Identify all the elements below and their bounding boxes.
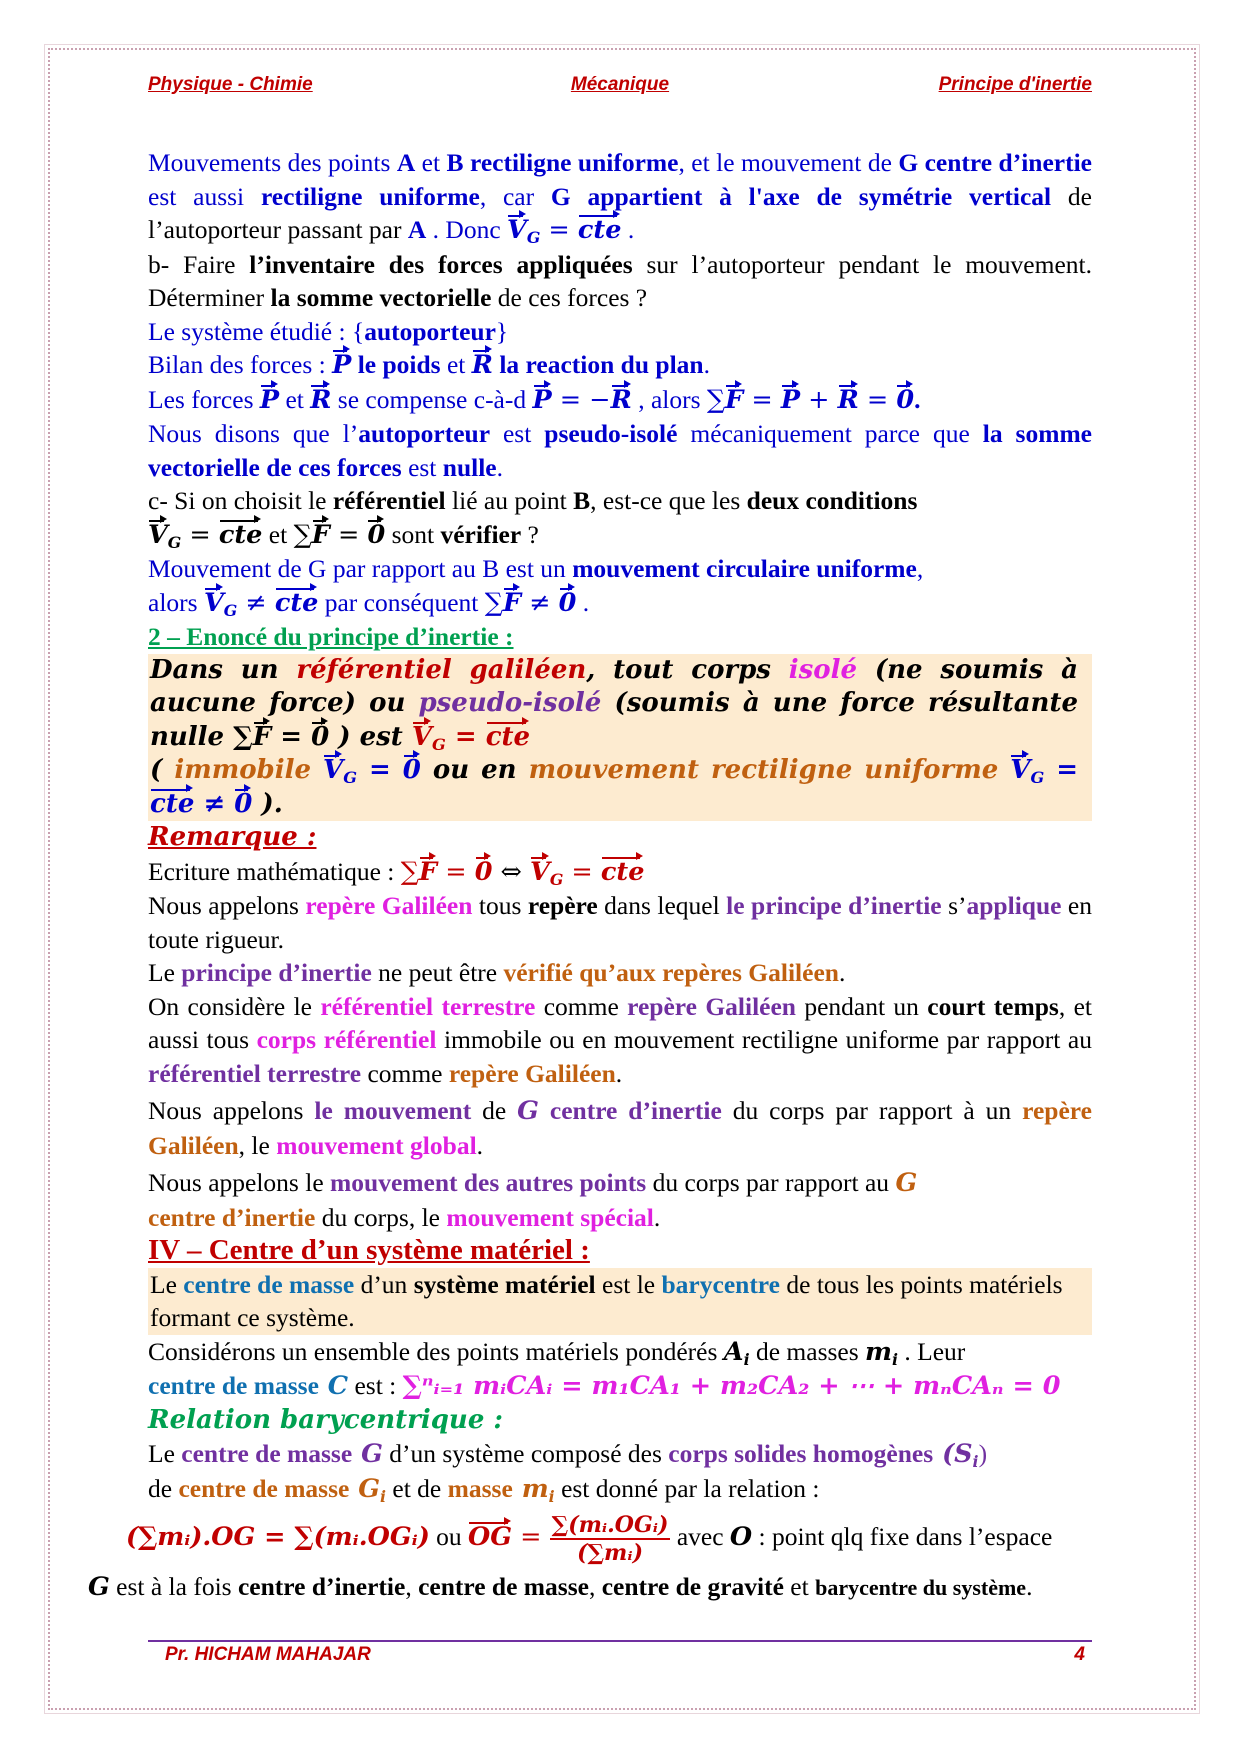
paragraph: Le principe d’inertie ne peut être vérifié qu’aux repères Galiléen. bbox=[148, 958, 846, 987]
summary-line: G est à la fois centre d’inertie, centre de masse, centre de gravité et barycentre du système. bbox=[88, 1572, 1033, 1602]
page-body bbox=[88, 146, 1092, 1605]
paragraph: Nous appelons repère Galiléen tous repère dans lequel le principe d’inertie s’applique en toute rigueur. bbox=[148, 891, 1092, 954]
header-chapter: Principe d'inertie bbox=[938, 74, 1092, 95]
barycentre-formula: ∑ⁿᵢ₌₁ mᵢCAᵢ = m₁CA₁ + m₂CA₂ + ⋯ + mₙCAₙ = 0 bbox=[402, 1371, 1061, 1401]
header-topic: Mécanique bbox=[570, 74, 670, 95]
section-heading-4: IV – Centre d’un système matériel : bbox=[148, 1234, 590, 1266]
paragraph: Bilan des forces : P le poids et R la reaction du plan. bbox=[148, 348, 1092, 383]
paragraph: Nous appelons le mouvement des autres points du corps par rapport au G centre d’inertie du corps, le mouvement spécial. bbox=[148, 1168, 918, 1232]
paragraph: Mouvements des points A et B rectiligne uniforme, et le mouvement de G centre d’inertie est aussi rectiligne uniforme, car G appartient à l'axe de symétrie vertical de l’autoporteur passant par A . Donc $V_G$ = cte . bbox=[148, 148, 1092, 247]
footer-author: Pr. HICHAM MAHAJAR bbox=[165, 1644, 371, 1665]
paragraph: Les forces P et R se compense c-à-d P = −R , alors ∑F = P + R = 0. bbox=[148, 383, 1092, 418]
footer-divider bbox=[148, 1640, 1092, 1642]
question-c: c- Si on choisit le référentiel lié au point B, est-ce que les deux conditions bbox=[148, 486, 918, 515]
page-header bbox=[148, 74, 1092, 102]
paragraph: On considère le référentiel terrestre comme repère Galiléen pendant un court temps, et aussi tous corps référentiel immobile ou en mouvement rectiligne uniforme par rapport au référentiel terrestre comme repère Galiléen. bbox=[148, 991, 1092, 1088]
paragraph: alors $V_G$ ≠ cte par conséquent ∑F ≠ 0 . bbox=[148, 587, 590, 620]
relation-formula: (∑mᵢ).OG = ∑(mᵢ.OGᵢ) ou OG = $\frac{\text{∑(mᵢ.OGᵢ)}}{\text{(∑mᵢ)}}$ avec O : point qlq fixe dans l’espace bbox=[126, 1512, 1053, 1566]
paragraph: Mouvement de G par rapport au B est un mouvement circulaire uniforme, bbox=[148, 554, 924, 583]
question-c-conditions: $V_G$ = cte et ∑F = 0 sont vérifier ? bbox=[148, 519, 539, 552]
paragraph: Nous disons que l’autoporteur est pseudo-isolé mécaniquement parce que la somme vectorielle de ces forces est nulle. bbox=[148, 419, 1092, 482]
page-footer bbox=[165, 1644, 1085, 1666]
definition-box: Le centre de masse d’un système matériel est le barycentre de tous les points matériels formant ce système. bbox=[148, 1268, 1092, 1335]
header-subject: Physique - Chimie bbox=[148, 74, 313, 95]
question-b: b- Faire l’inventaire des forces appliquées sur l’autoporteur pendant le mouvement. Déterminer la somme vectorielle de ces forces ? bbox=[148, 249, 1092, 312]
section-heading-2: 2 – Enoncé du principe d’inertie : bbox=[148, 622, 514, 651]
paragraph: Le système étudié : {autoporteur} bbox=[148, 316, 509, 346]
paragraph: Considérons un ensemble des points matériels pondérés $A_i$ de masses $m_i$ . Leur bbox=[148, 1336, 966, 1369]
paragraph: centre de masse C est : ∑ⁿᵢ₌₁ mᵢCAᵢ = m₁CA₁ + m₂CA₂ + ⋯ + mₙCAₙ = 0 bbox=[148, 1371, 1061, 1401]
paragraph: Le centre de masse G d’un système composé des corps solides homogènes $(S_i)$ de centre de masse $G_i$ et de masse $m_i$ est donné par la relation : bbox=[148, 1439, 988, 1506]
page-number: 4 bbox=[1074, 1644, 1085, 1665]
remark-heading: Remarque : bbox=[148, 822, 317, 852]
paragraph: Ecriture mathématique : ∑F = 0 ⇔ $V_G$ = cte bbox=[148, 856, 645, 889]
paragraph: Nous appelons le mouvement de G centre d’inertie du corps par rapport à un repère Galiléen, le mouvement global. bbox=[148, 1096, 1092, 1160]
principle-statement: Dans un référentiel galiléen, tout corps isolé (ne soumis à aucune force) ou pseudo-isolé (soumis à une force résultante nulle ∑F = 0 ) est $V_G$ = cte ( immobile $V_G = 0$ ou en mouvement rectiligne uniforme $V_G$ = cte ≠ 0 ). bbox=[148, 654, 1092, 822]
relation-heading: Relation barycentrique : bbox=[148, 1404, 504, 1435]
